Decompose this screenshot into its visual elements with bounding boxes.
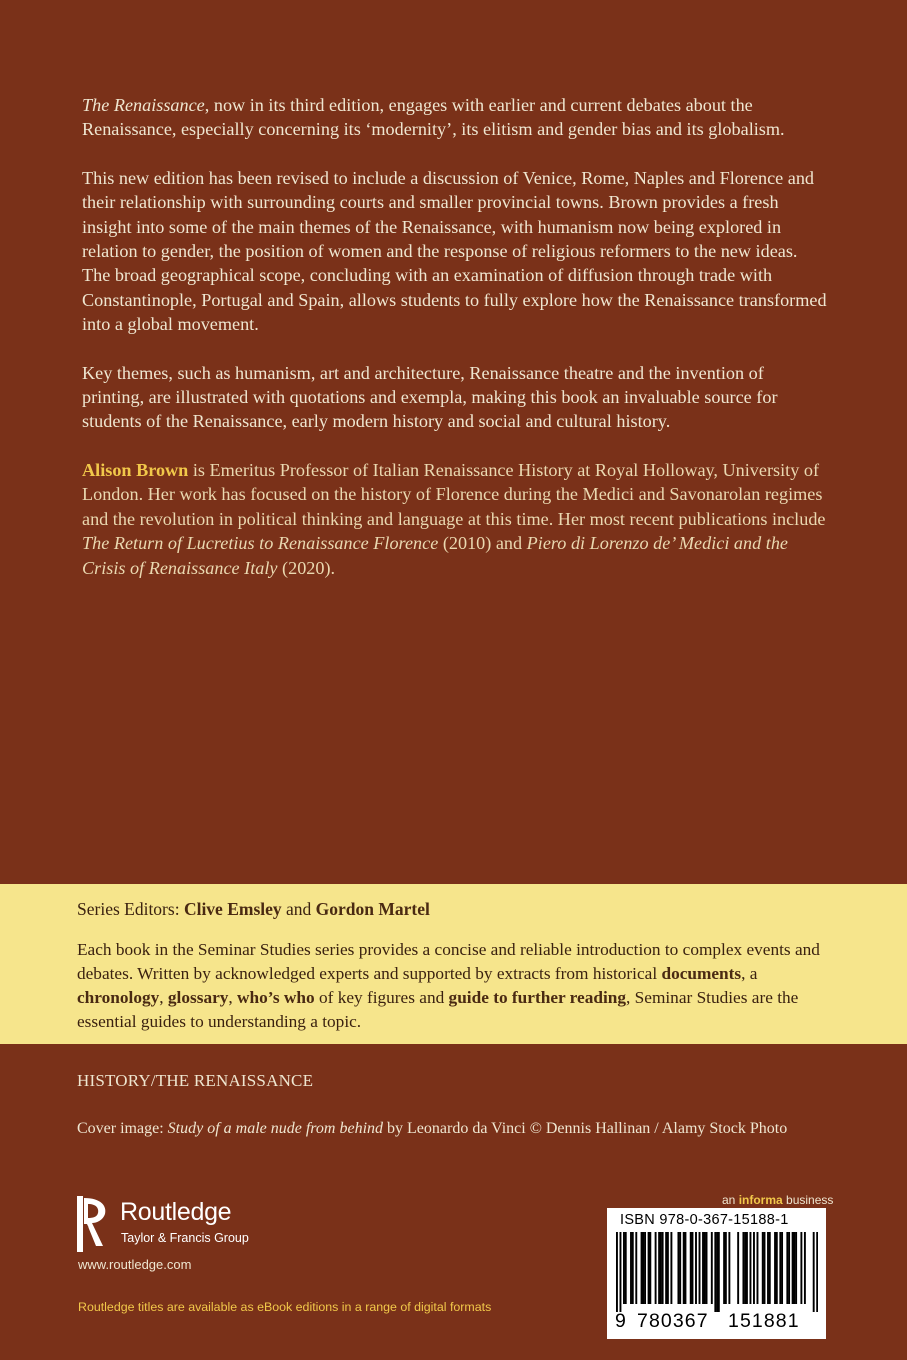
series-band	[0, 884, 907, 1044]
barcode-bar	[690, 1232, 692, 1304]
barcode-bar	[695, 1232, 697, 1304]
author-book-title: The Return of Lucretius to Renaissance Florence	[82, 533, 439, 554]
series-blurb	[77, 938, 837, 1034]
barcode-bar	[655, 1232, 657, 1304]
cover-image-credit	[77, 1120, 787, 1138]
barcode-bar	[642, 1232, 644, 1304]
barcode-bar	[699, 1232, 701, 1304]
barcode-bar	[635, 1232, 637, 1304]
book-title-italic: The Renaissance	[82, 95, 205, 115]
barcode-bar	[711, 1232, 713, 1304]
barcode-digit-lead: 9	[615, 1310, 627, 1332]
barcode-bar	[800, 1232, 802, 1304]
barcode-bar	[623, 1232, 625, 1304]
publisher-group: Taylor & Francis Group	[121, 1231, 249, 1245]
blurb-keyword: glossary	[167, 988, 229, 1007]
barcode-bar	[769, 1232, 771, 1304]
barcode-bar	[704, 1232, 706, 1304]
editor-name: Clive Emsley	[183, 899, 282, 919]
barcode-bar	[649, 1232, 651, 1304]
barcode-bar	[620, 1232, 622, 1312]
series-editors	[77, 898, 430, 920]
informa-brand: informa	[738, 1193, 783, 1207]
barcode-bar	[716, 1232, 718, 1312]
description-block	[82, 93, 827, 580]
barcode-bar	[764, 1232, 766, 1304]
author-name: Alison Brown	[82, 459, 189, 480]
blurb-text: , a	[741, 964, 758, 983]
ebook-note: Routledge titles are available as eBook editions in a range of digital formats	[78, 1300, 492, 1314]
barcode-bar	[660, 1232, 662, 1304]
author-bio-text: (2010) and	[438, 533, 527, 554]
barcode-bar	[786, 1232, 788, 1304]
description-paragraph-3: Key themes, such as humanism, art and architecture, Renaissance theatre and the invention of printing, are illustrated with quotations and exempla, making this book an invaluable source for students of the Renaissance, early modern history and social and cultural history.	[82, 362, 778, 432]
barcode-bar	[702, 1232, 704, 1304]
barcode-bar	[662, 1232, 664, 1304]
barcode-bar	[779, 1232, 781, 1304]
barcode-bar	[753, 1232, 755, 1304]
barcode-bar	[665, 1232, 667, 1304]
barcode-bar	[648, 1232, 650, 1304]
barcode-digit-group: 151881	[728, 1310, 800, 1332]
informa-tagline	[722, 1193, 833, 1207]
author-bio	[82, 458, 827, 580]
barcode-bar	[670, 1232, 672, 1304]
artwork-title: Study of a male nude from behind	[167, 1120, 384, 1137]
blurb-keyword: documents	[661, 964, 742, 983]
barcode-bar	[793, 1232, 795, 1304]
informa-prefix: an	[722, 1193, 739, 1207]
barcode-bar	[744, 1232, 746, 1304]
author-book-title: Piero di Lorenzo de’ Medici and the Crisis of Renaissance Italy	[82, 533, 788, 578]
barcode-bar	[776, 1232, 778, 1304]
blurb-text: Each book in the Seminar Studies series provides a concise and reliable introduction to complex events and debates. Written by acknowledged experts and supported by extracts from historical	[77, 940, 820, 983]
barcode-bar	[632, 1232, 634, 1304]
publisher-website[interactable]: www.routledge.com	[78, 1257, 192, 1272]
barcode-bar	[714, 1232, 716, 1312]
publisher-name: Routledge	[120, 1198, 232, 1226]
barcode-bar	[728, 1232, 730, 1304]
author-bio-text: is Emeritus Professor of Italian Renaissance History at Royal Holloway, University of London. Her work has focused on the history of Florence during the Medici and Savonarolan regimes and the revolution in political thinking and language at this time. Her most recent publications include	[82, 459, 826, 529]
author-bio-text: (2020).	[277, 557, 336, 578]
barcode-bar	[813, 1232, 815, 1312]
routledge-r-icon	[77, 1196, 111, 1252]
barcode-bar	[742, 1232, 744, 1304]
barcode-bar	[641, 1232, 643, 1304]
barcode-bar	[718, 1232, 720, 1312]
editors-label: Series Editors:	[77, 899, 184, 919]
barcode-bar	[774, 1232, 776, 1304]
blurb-keyword: who’s who	[237, 988, 315, 1007]
blurb-text: ,	[228, 988, 238, 1007]
barcode-bar	[804, 1232, 806, 1304]
credit-text: by Leonardo da Vinci © Dennis Hallinan / Alamy Stock Photo	[383, 1120, 788, 1137]
barcode-digit-group: 780367	[637, 1310, 709, 1332]
barcode-bar	[706, 1232, 708, 1304]
barcode-bar	[630, 1232, 632, 1304]
barcode-bar	[767, 1232, 769, 1304]
barcode-bars	[616, 1232, 818, 1312]
barcode-bar	[750, 1232, 752, 1304]
isbn-barcode	[607, 1208, 826, 1339]
barcode-bar	[616, 1232, 618, 1312]
barcode-bar	[692, 1232, 694, 1304]
barcode-bar	[737, 1232, 739, 1304]
barcode-bar	[644, 1232, 646, 1304]
barcode-bar	[725, 1232, 727, 1304]
barcode-bar	[795, 1232, 797, 1304]
editors-conjunction: and	[281, 899, 316, 919]
subject-category: HISTORY/THE RENAISSANCE	[77, 1071, 314, 1090]
barcode-bar	[677, 1232, 679, 1304]
barcode-bar	[762, 1232, 764, 1304]
barcode-bar	[781, 1232, 783, 1304]
barcode-bar	[723, 1232, 725, 1304]
barcode-bar	[658, 1232, 660, 1304]
routledge-logo	[77, 1196, 267, 1252]
barcode-bar	[792, 1232, 794, 1304]
blurb-keyword: chronology	[77, 988, 160, 1007]
informa-suffix: business	[782, 1193, 834, 1207]
editor-name: Gordon Martel	[315, 899, 430, 919]
description-paragraph-2: This new edition has been revised to include a discussion of Venice, Rome, Naples and Florence and their relationship with surrounding courts and smaller provincial towns. Brown provides a fresh insight into some of the main themes of the Renaissance, with humanism now being explored in relation to gender, the position of women and the response of religious reformers to the new ideas. The broad geographical scope, concluding with an examination of diffusion through trade with Constantinople, Portugal and Spain, allows students to fully explore how the Renaissance transformed into a global movement.	[82, 167, 827, 335]
barcode-bar	[816, 1232, 818, 1312]
barcode-bar	[788, 1232, 790, 1304]
barcode-bar	[683, 1232, 685, 1304]
credit-label: Cover image:	[77, 1120, 168, 1137]
barcode-bar	[746, 1232, 748, 1304]
blurb-text: , Seminar Studies are the essential guides to understanding a topic.	[77, 988, 799, 1031]
barcode-bar	[667, 1232, 669, 1304]
description-paragraph-1	[82, 93, 827, 142]
description-text: , now in its third edition, engages with earlier and current debates about the Renaissance, especially concerning its ‘modernity’, its elitism and gender bias and its globalism.	[82, 95, 785, 140]
barcode-bar	[757, 1232, 759, 1304]
blurb-keyword: guide to further reading	[448, 988, 627, 1007]
barcode-bar	[625, 1232, 627, 1304]
blurb-text: of key figures and	[314, 988, 449, 1007]
barcode-bar	[679, 1232, 681, 1304]
barcode-bar	[685, 1232, 687, 1304]
isbn-text: ISBN 978-0-367-15188-1	[620, 1212, 789, 1228]
blurb-text: ,	[159, 988, 168, 1007]
